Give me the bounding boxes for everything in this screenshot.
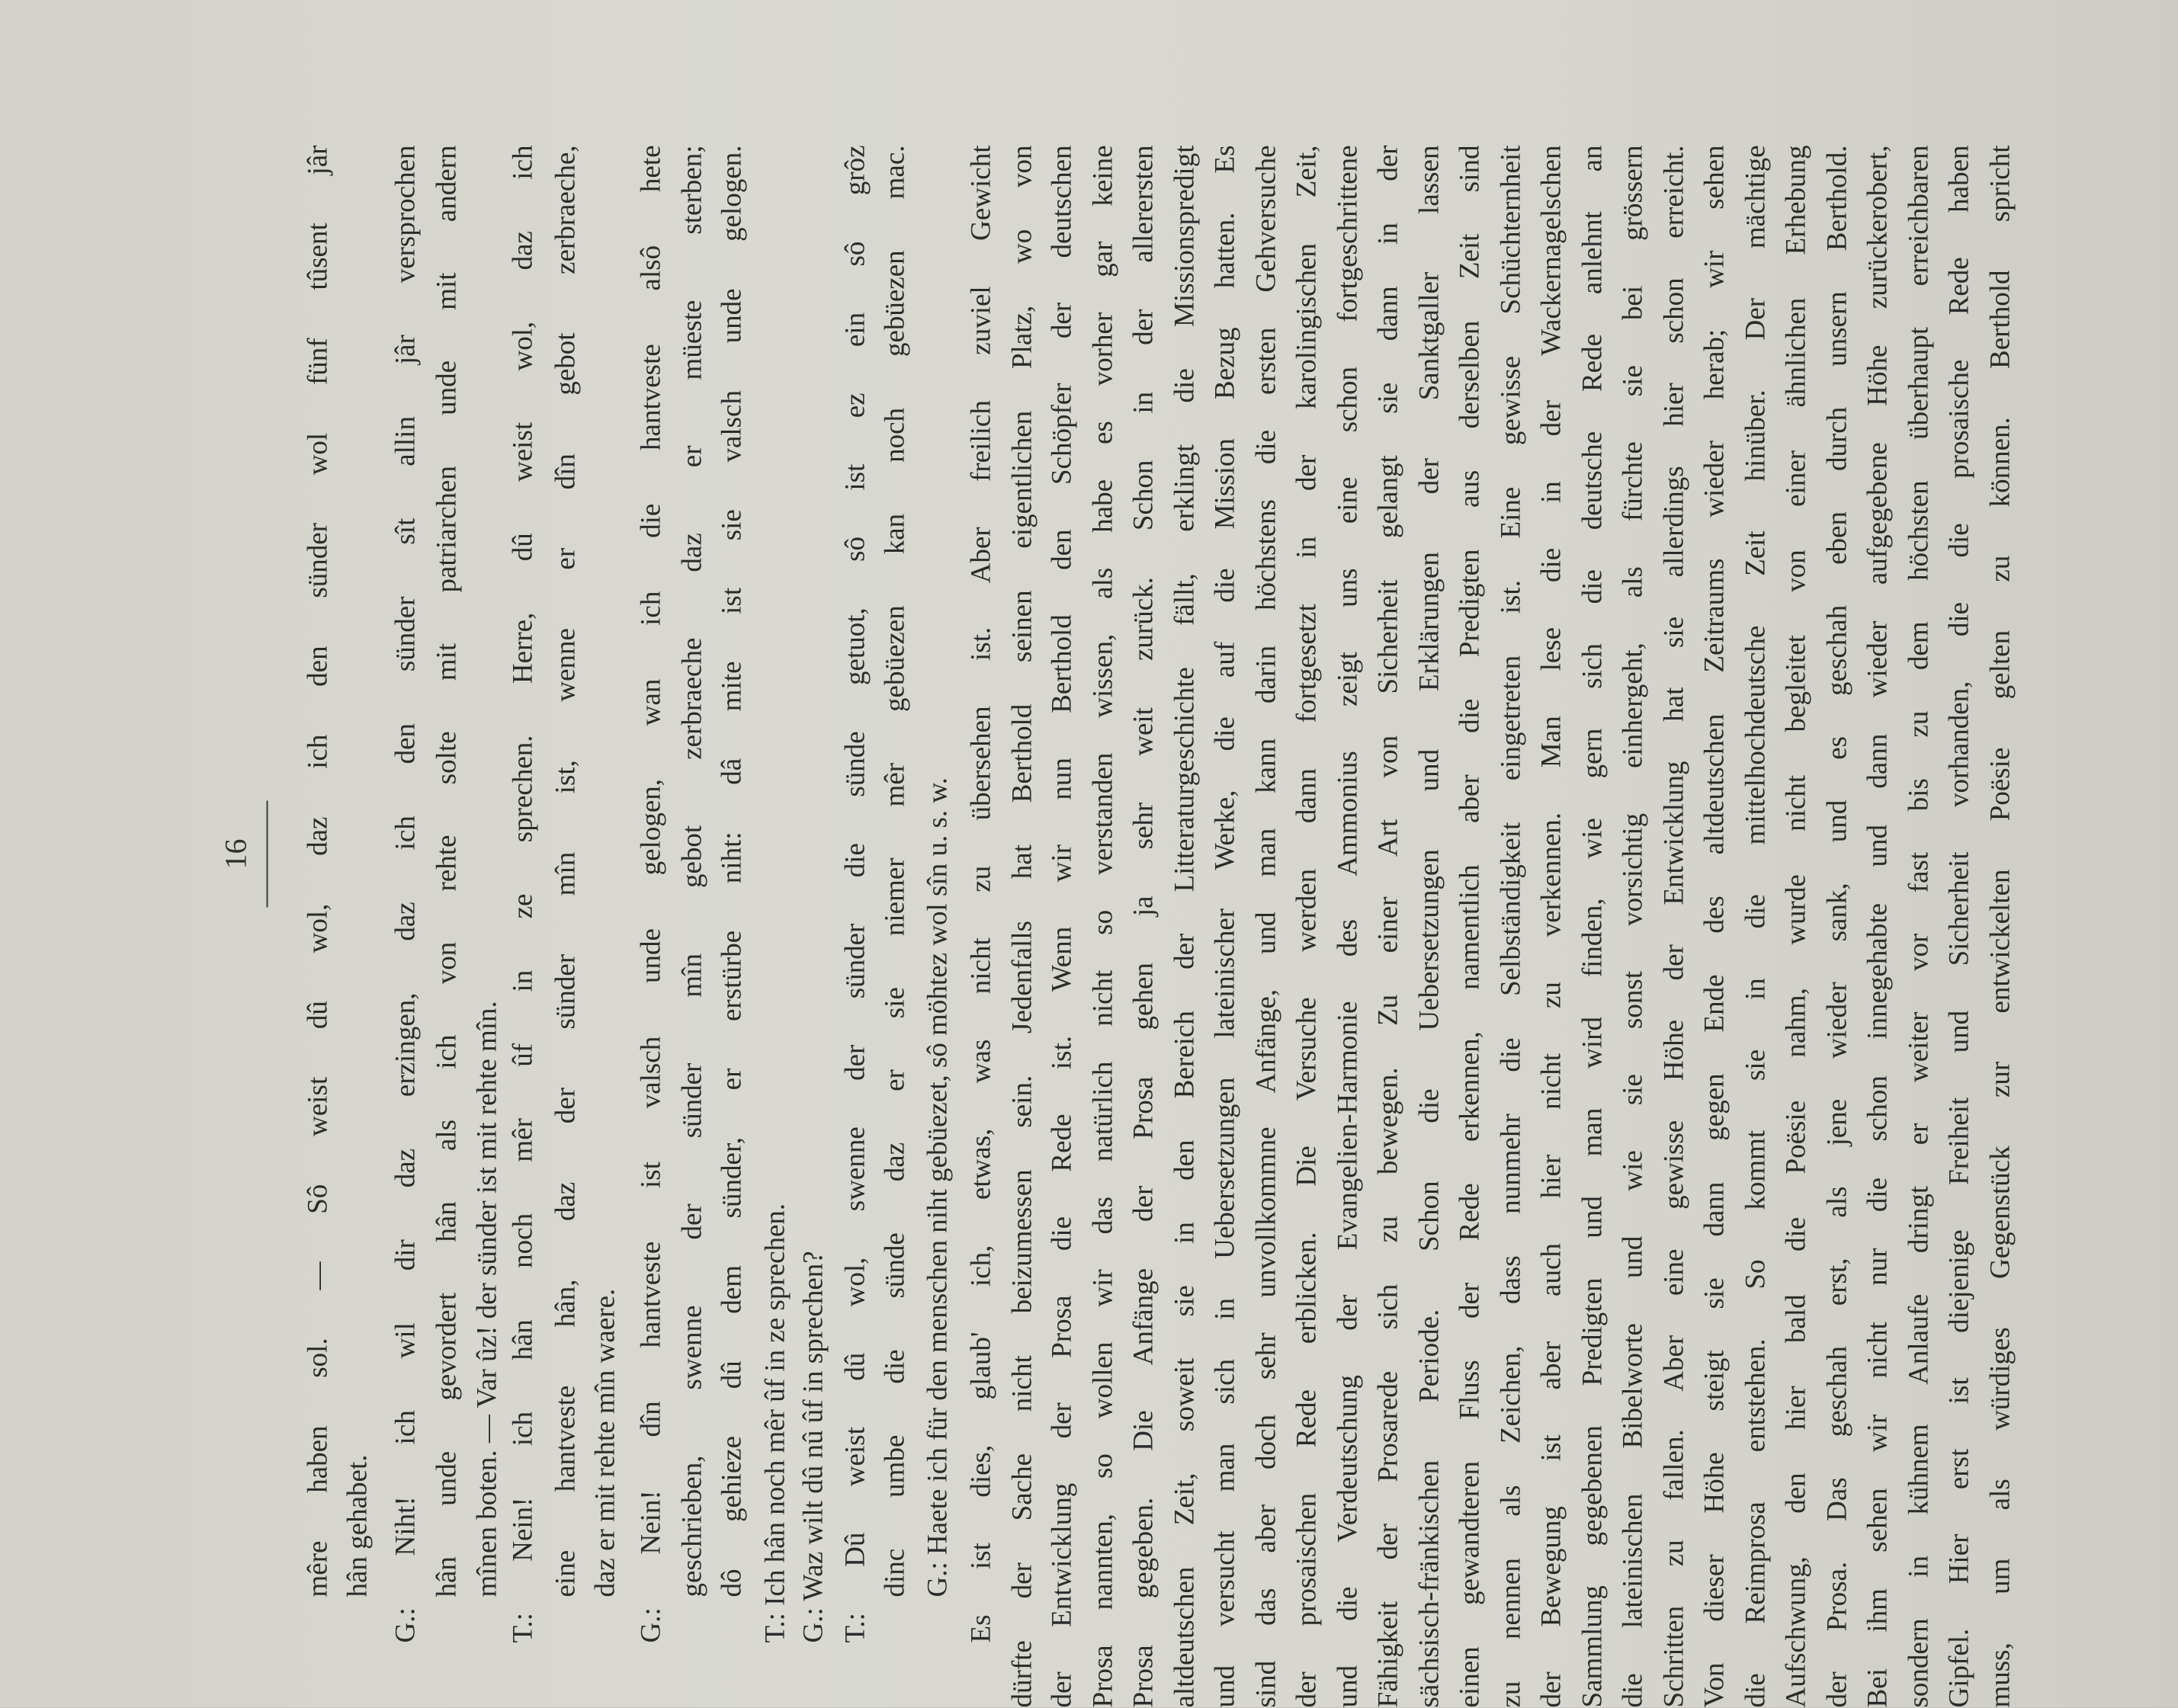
text-line: die Reimprosa entstehen. So kommt sie in die mittelhochdeutsche Zeit hinüber. Der mächtige bbox=[1740, 145, 1772, 1708]
text-line: sondern in kühnem Anlaufe dringt er weiter vor fast bis zu dem höchsten überhaupt erreichbaren bbox=[1903, 145, 1935, 1708]
text-line: sächsisch-fränkischen Periode. Schon die Uebersetzungen und Erklärungen der Sanktgaller lassen bbox=[1413, 145, 1445, 1708]
text-line: der Prosa. Das geschah erst, als jene wieder sank, und es geschah eben durch unsern Berthold. bbox=[1821, 145, 1853, 1708]
text-line: Schritten zu fallen. Aber eine gewisse Höhe der Entwicklung hat sie allerdings hier schon erreicht. bbox=[1658, 145, 1690, 1708]
text-line: G.: Niht! ich wil dir daz erzingen, daz ich den sünder sît allin jâr versprochen bbox=[390, 145, 422, 1643]
text-line: daz er mit rehte mîn waere. bbox=[589, 1288, 621, 1597]
text-line: Gipfel. Hier erst ist diejenige Freiheit und Sicherheit vorhanden, die die prosaische Rede haben bbox=[1943, 145, 1975, 1708]
text-line: T.: Dû weist dû wol, swenne der sünder die sünde getuot, sô ist ez ein sô grôz bbox=[839, 145, 871, 1643]
text-line: Prosa gegeben. Die Anfänge der Prosa gehen ja sehr weit zurück. Schon in der allerersten bbox=[1127, 145, 1160, 1708]
text-line: G.: Waz wilt dû nû ûf in sprechen? bbox=[797, 1251, 829, 1643]
text-line: mînen boten. — Var ûz! der sünder ist mit rehte mîn. bbox=[471, 1001, 503, 1597]
text-line: eine hantveste hân, daz der sünder mîn ist, wenne er dîn gebot zerbraeche, bbox=[550, 145, 582, 1597]
text-line: T.: Ich hân noch mêr ûf in ze sprechen. bbox=[759, 1203, 791, 1643]
text-line: Es ist dies, glaub' ich, etwas, was nicht zu übersehen ist. Aber freilich zuviel Gewicht bbox=[965, 145, 997, 1643]
text-line: zu nennen als Zeichen, dass nunmehr die Selbständigkeit eingetreten ist. Eine gewisse Schüchternheit bbox=[1495, 145, 1527, 1708]
text-line: der prosaischen Rede erblicken. Die Versuche werden dann fortgesetzt in der karolingischen Zeit, bbox=[1291, 145, 1323, 1708]
text-line: und versucht man sich in Uebersetzungen lateinischer Werke, die auf die Mission Bezug hatten. Es bbox=[1209, 145, 1241, 1708]
text-line: der Entwicklung der Prosa die Rede ist. Wenn wir nun Berthold den Schöpfer der deutschen bbox=[1046, 145, 1078, 1708]
text-line: Prosa nannten, so wollen wir das natürlich nicht so verstanden wissen, als habe es vorher gar keine bbox=[1087, 145, 1119, 1708]
text-line: Von dieser Höhe steigt sie dann gegen Ende des altdeutschen Zeitraums wieder herab; wir sehen bbox=[1698, 145, 1731, 1708]
text-line: und die Verdeutschung der Evangelien-Harmonie des Ammonius zeigt uns eine schon fortgeschrittene bbox=[1332, 145, 1364, 1708]
text-line: mêre haben sol. — Sô weist dû wol, daz ich den sünder wol fünf tûsent jâr bbox=[302, 145, 334, 1597]
text-line: dô gehieze dû dem sünder, er erstürbe niht: dâ mite ist sie valsch unde gelogen. bbox=[716, 145, 748, 1597]
text-line: hân unde gevordert hân als ich von rehte solte mit patriarchen unde mit andern bbox=[431, 145, 463, 1597]
text-line: einen gewandteren Fluss der Rede erkennen, namentlich aber die Predigten aus derselben Zeit sind bbox=[1454, 145, 1486, 1708]
text-line: der Bewegung ist aber auch hier nicht zu verkennen. Man lese die in der Wackernagelschen bbox=[1535, 145, 1567, 1708]
rotated-page-content bbox=[0, 1, 2178, 1708]
text-line: die lateinischen Bibelworte und wie sie sonst vorsichtig einhergeht, als fürchte sie bei grössern bbox=[1617, 145, 1649, 1708]
text-line: Bei ihm sehen wir nicht nur die schon innegehabte und dann wieder aufgegebene Höhe zurückerobert, bbox=[1862, 145, 1894, 1708]
text-line: T.: Nein! ich hân noch mêr ûf in ze sprechen. Herre, dû weist wol, daz ich bbox=[507, 145, 539, 1643]
text-line: altdeutschen Zeit, soweit sie in den Bereich der Litteraturgeschichte fällt, erklingt die Missionspredigt bbox=[1169, 145, 1201, 1708]
text-line: Fähigkeit der Prosarede sich zu bewegen. Zu einer Art von Sicherheit gelangt sie dann in der bbox=[1372, 145, 1404, 1708]
text-line: sind das aber doch sehr unvollkommne Anfänge, und man kann darin höchstens die ersten Gehversuche bbox=[1250, 145, 1282, 1708]
text-line: G.: Haete ich für den menschen niht gebüezet, sô möhtez wol sîn u. s. w. bbox=[922, 777, 954, 1597]
text-line: Aufschwung, den hier bald die Poësie nahm, wurde nicht begleitet von einer ähnlichen Erhebung bbox=[1780, 145, 1812, 1708]
text-line: dinc umbe die sünde daz er sie niemer mêr gebüezen kan noch gebüezen mac. bbox=[879, 145, 911, 1597]
text-line: hân gehabet. bbox=[342, 1454, 374, 1597]
text-line: G.: Nein! dîn hantveste ist valsch unde gelogen, wan ich die hantveste alsô hete bbox=[635, 145, 667, 1643]
page-number: 16 bbox=[218, 838, 253, 870]
text-line: geschrieben, swenne der sünder mîn gebot zerbraeche daz er müeste sterben; bbox=[676, 145, 708, 1597]
text-line: Sammlung gegebenen Predigten und man wird finden, wie gern sich die deutsche Rede anlehnt an bbox=[1577, 145, 1609, 1708]
text-line: dürfte der Sache nicht beizumessen sein. Jedenfalls hat Berthold seinen eigentlichen Platz, wo von bbox=[1006, 145, 1038, 1708]
page-number-rule bbox=[267, 801, 268, 908]
text-line: muss, um als würdiges Gegenstück zur entwickelten Poësie gelten zu können. Berthold spricht bbox=[1984, 145, 2016, 1708]
